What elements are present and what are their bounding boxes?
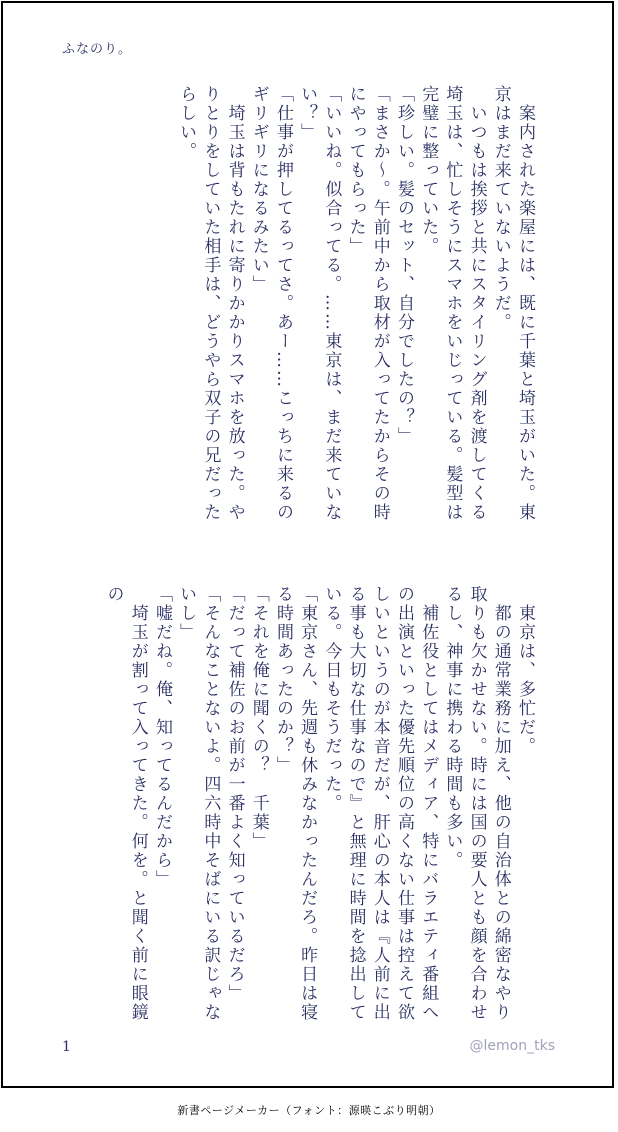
paragraph: 「仕事が押してるってさ。あー……こっちに来るのギリギリになるみたい」 <box>248 85 293 522</box>
book-page <box>1 1 614 1088</box>
paragraph: 「東京さん、先週も休みなかったんだろ。昨日は寝る時間あったのか？」 <box>272 585 318 1022</box>
paragraph: 「珍しい。髪のセット、自分でしたの？」 <box>393 85 414 446</box>
text-section-top <box>97 85 537 535</box>
page-title: ふなのり。 <box>62 42 133 57</box>
paragraph: 「そんなことないよ。四六時中そばにいる訳じゃないし」 <box>176 585 221 1022</box>
paragraph: 都の通常業務に加え、他の自治体との綿密なやり取りも欠かせない。時には国の要人とも顔を合わせるし、神事に携わる時間も多い。 <box>442 585 511 1022</box>
paragraph: 案内された楽屋には、既に千葉と埼玉がいた。東京はまだ来ていないようだ。 <box>490 85 535 522</box>
page-number: 1 <box>62 1039 71 1055</box>
generator-footer: 新書ページメーカー（フォント：源暎こぶり明朝） <box>177 1104 441 1117</box>
paragraph: いつもは挨拶と共にスタイリング剤を渡してくる埼玉は、忙しそうにスマホをいじっている。髪型は完璧に整っていた。 <box>418 85 487 522</box>
paragraph: 「いいね。似合ってる。……東京は、まだ来ていない？」 <box>297 85 342 522</box>
paragraph: 埼玉は背もたれに寄りかかりスマホを放った。やりとりをしていた相手は、どうやら双子の兄だったらしい。 <box>176 85 245 522</box>
text-section-bottom <box>97 585 537 1035</box>
paragraph: 「それを俺に聞くの？ 千葉」 <box>248 585 269 851</box>
paragraph: 補佐役としてはメディア、特にバラエティ番組への出演といった優先順位の高くない仕事は控えて欲しいというのが本音だが、肝心の本人は『人前に出る事も大切な仕事なので』と無理に時間を捻出している。今日もそうだった。 <box>321 585 439 1022</box>
author-credit: @lemon_tks <box>469 1038 555 1054</box>
paragraph: 埼玉が割って入ってきた。何を。と聞く前に眼鏡の <box>103 585 148 1022</box>
paragraph: 東京は、多忙だ。 <box>515 585 535 756</box>
paragraph: 「嘘だね。俺、知ってるんだから」 <box>151 585 172 889</box>
paragraph: 「だって補佐のお前が一番よく知っているだろ」 <box>224 585 245 1003</box>
paragraph: 「まさか〜。午前中から取材が入ってたからその時にやってもらった」 <box>345 85 390 522</box>
